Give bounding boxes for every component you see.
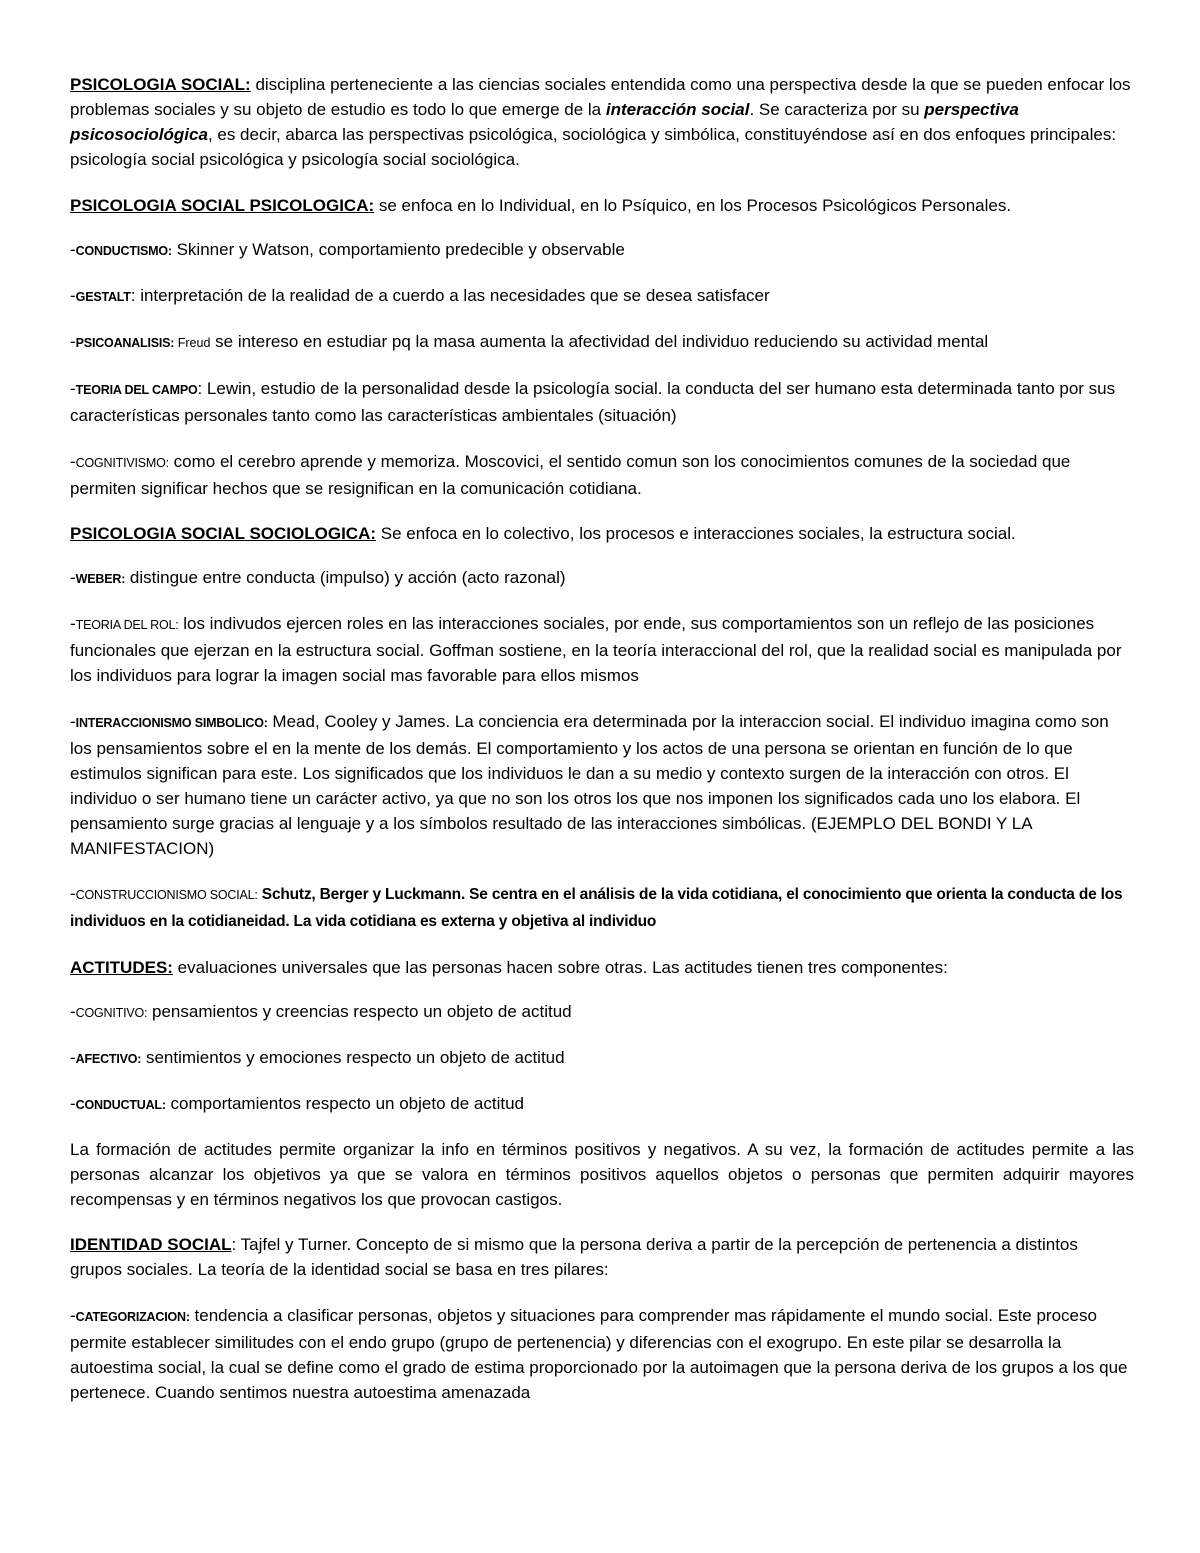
item-conductismo: -CONDUCTISMO: Skinner y Watson, comportamiento predecible y observable <box>70 239 625 259</box>
item-psicoanalisis: -PSICOANALISIS: Freud se intereso en estudiar pq la masa aumenta la afectividad del individuo reduciendo su actividad mental <box>70 331 989 351</box>
label-construccionismo-social: CONSTRUCCIONISMO SOCIAL: <box>75 888 258 902</box>
label-categorizacion: CATEGORIZACION: <box>75 1309 190 1324</box>
label-cognitivo: COGNITIVO: <box>75 1005 148 1020</box>
item-gestalt: -GESTALT: interpretación de la realidad de a cuerdo a las necesidades que se desea satisfacer <box>70 285 770 305</box>
heading-psicologia-social: PSICOLOGIA SOCIAL: <box>70 75 251 94</box>
paragraph-psicologia-social: PSICOLOGIA SOCIAL: disciplina perteneciente a las ciencias sociales entendida como una perspectiva desde la que se pueden enfocar los problemas sociales y su objeto de estudio es todo lo que emerge de la interacción social. Se caracteriza por su perspectiva psicosociológica, es decir, abarca las perspectivas psicológica, sociológica y simbólica, constituyéndose así en dos enfoques principales: psicología social psicológica y psicología social sociológica. <box>70 75 1131 169</box>
paragraph-actitudes: ACTITUDES: evaluaciones universales que las personas hacen sobre otras. Las actitudes tienen tres componentes: <box>70 957 948 977</box>
item-interaccionismo-simbolico: -INTERACCIONISMO SIMBOLICO: Mead, Cooley y James. La conciencia era determinada por la interaccion social. El individuo imagina como son los pensamientos sobre el en la mente de los demás. El comportamiento y los actos de una persona se orientan en función de lo que estimulos significan para este. Los significados que los individuos le dan a su medio y contexto surgen de la interacción con otros. El individuo o ser humano tiene un carácter activo, ya que no son los otros los que nos imponen los significados cada uno los elabora. El pensamiento surge gracias al lenguaje y a los símbolos resultado de las interacciones simbólicas. (EJEMPLO DEL BONDI Y LA MANIFESTACION) <box>70 711 1109 858</box>
heading-identidad-social: IDENTIDAD SOCIAL <box>70 1235 232 1254</box>
item-teoria-del-campo: -TEORIA DEL CAMPO: Lewin, estudio de la personalidad desde la psicología social. la conducta del ser humano esta determinada tanto por sus características personales tanto como las características ambientales (situación) <box>70 379 1116 425</box>
heading-psicologia-social-sociologica: PSICOLOGIA SOCIAL SOCIOLOGICA: <box>70 524 377 543</box>
item-cognitivismo: -COGNITIVISMO: como el cerebro aprende y memoriza. Moscovici, el sentido comun son los conocimientos comunes de la sociedad que permiten significar hechos que se resignifican en la comunicación cotidiana. <box>70 451 1071 498</box>
label-afectivo: AFECTIVO: <box>75 1051 142 1066</box>
label-psicoanalisis: PSICOANALISIS: <box>75 335 175 350</box>
heading-psicologia-social-psicologica: PSICOLOGIA SOCIAL PSICOLOGICA: <box>70 195 375 215</box>
item-construccionismo-social: -CONSTRUCCIONISMO SOCIAL: Schutz, Berger y Luckmann. Se centra en el análisis de la vida cotidiana, el conocimiento que orienta la conducta de los individuos en la cotidianeidad. La vida cotidiana es externa y objetiva al individuo <box>70 884 1123 930</box>
label-conductual: CONDUCTUAL: <box>75 1097 166 1112</box>
emphasis-perspectiva: perspectiva psicosociológica <box>70 100 1019 144</box>
label-interaccionismo-simbolico: INTERACCIONISMO SIMBOLICO: <box>75 715 268 730</box>
emphasis-interaccion-social: interacción social <box>605 100 750 119</box>
heading-actitudes: ACTITUDES: <box>70 957 173 977</box>
item-weber: -WEBER: distingue entre conducta (impulso) y acción (acto razonal) <box>70 568 566 587</box>
paragraph-formacion-actitudes: La formación de actitudes permite organizar la info en términos positivos y negativos. A su vez, la formación de actitudes permite a las personas alcanzar los objetivos ya que se valora en términos positivos aquellos objetos o personas que permiten adquirir mayores recompensas y en términos negativos los que provocan castigos. <box>70 1139 1134 1209</box>
paragraph-psicologia-social-psicologica: PSICOLOGIA SOCIAL PSICOLOGICA: se enfoca en lo Individual, en lo Psíquico, en los Procesos Psicológicos Personales. <box>70 195 1012 215</box>
item-categorizacion: -CATEGORIZACION: tendencia a clasificar personas, objetos y situaciones para comprender mas rápidamente el mundo social. Este proceso permite establecer similitudes con el endo grupo (grupo de pertenencia) y diferencias con el exogrupo. En este pilar se desarrolla la autoestima social, la cual se define como el grado de estima proporcionado por la autoimagen que la persona deriva de los grupos a los que pertenece. Cuando sentimos nuestra autoestima amenazada <box>70 1305 1128 1402</box>
label-weber: WEBER: <box>75 572 126 586</box>
item-teoria-del-rol: -TEORIA DEL ROL: los indivudos ejercen roles en las interacciones sociales, por ende, sus comportamientos son un reflejo de las posiciones funcionales que ejerzan en la estructura social. Goffman sostiene, en la teoría interaccional del rol, que la realidad social es manipulada por los individuos para lograr la imagen social mas favorable para ellos mismos <box>70 614 1122 685</box>
label-teoria-del-rol: TEORIA DEL ROL: <box>75 618 179 632</box>
label-gestalt: GESTALT <box>75 289 131 304</box>
item-cognitivo: -COGNITIVO: pensamientos y creencias respecto un objeto de actitud <box>70 1001 572 1021</box>
label-cognitivismo: COGNITIVISMO: <box>75 455 169 470</box>
label-teoria-del-campo: TEORIA DEL CAMPO <box>75 383 198 397</box>
paragraph-identidad-social: IDENTIDAD SOCIAL: Tajfel y Turner. Concepto de si mismo que la persona deriva a partir de la percepción de pertenencia a distintos grupos sociales. La teoría de la identidad social se basa en tres pilares: <box>70 1235 1078 1279</box>
paragraph-psicologia-social-sociologica: PSICOLOGIA SOCIAL SOCIOLOGICA: Se enfoca en lo colectivo, los procesos e interacciones sociales, la estructura social. <box>70 524 1016 543</box>
item-conductual: -CONDUCTUAL: comportamientos respecto un objeto de actitud <box>70 1093 524 1113</box>
label-conductismo: CONDUCTISMO: <box>75 243 172 258</box>
item-afectivo: -AFECTIVO: sentimientos y emociones respecto un objeto de actitud <box>70 1047 565 1067</box>
